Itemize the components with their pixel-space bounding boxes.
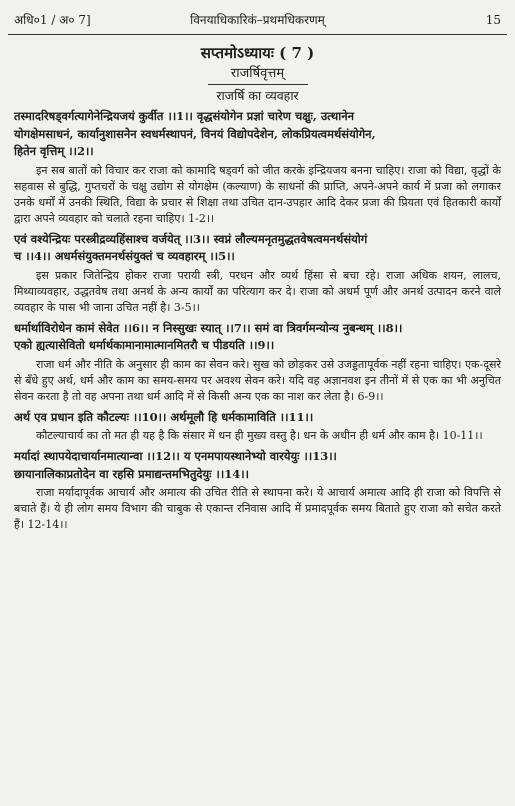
- verse-line: हितेन वृत्तिम् ।।2।।: [14, 144, 94, 158]
- verse-line: च ।।4।। अधर्मसंयुक्तमनर्थसंयुक्तं च व्यवहारम् ।।5।।: [14, 249, 235, 263]
- running-header: [8, 8, 507, 35]
- hindi-translation: [14, 428, 501, 444]
- translation-text: राजा धर्म और नीति के अनुसार ही काम का सेवन करे। सुख को छोड़कर उसे उजड्डतापूर्वक नहीं रहना चाहिए। एक-दूसरे से बँधे हुए अर्थ, धर्म और काम का समय-समय पर अवश्य सेवन करे। यदि वह अज्ञानवश इन तीनों में से एक का भी अनुचित सेवन करता है तो वह अपना तथा धर्म आदि में से किसी अन्य एक का नाश कर लेता है। 6-9।।: [14, 357, 501, 403]
- translation-text: इस प्रकार जितेन्द्रिय होकर राजा परायी स्त्री, परधन और व्यर्थ हिंसा से बचा रहे। राजा अधिक शयन, लालच, मिथ्याव्यवहार, उद्धतवेष तथा अनर्थ के अन्य कार्यों का परित्याग कर दे। राजा को अधर्म पूर्ण और अनर्थ उत्पादन करने वाले व्यवहार के पास भी जाना उचित नहीं है। 3-5।।: [14, 268, 501, 314]
- running-title: विनयाधिकारिकं–प्रथमधिकरणम्: [190, 13, 325, 27]
- sanskrit-verse: [14, 320, 501, 355]
- hindi-translation: [14, 268, 501, 316]
- page-number: 15: [485, 13, 501, 27]
- sanskrit-verse: [14, 231, 501, 266]
- hindi-translation: [14, 357, 501, 405]
- verse-line: तस्मादरिषड्वर्गत्यागेनेन्द्रियजयं कुर्वीत ।।1।। वृद्धसंयोगेन प्रज्ञां चारेण चक्षुः, उत्थानेन: [14, 109, 355, 123]
- verse-line: अर्थ एव प्रधान इति कौटल्यः ।।10।। अर्थमूलौ हि धर्मकामाविति ।।11।।: [14, 409, 314, 424]
- verse-line: एको ह्यत्यासेवितो धर्मार्थकामानामात्मानमितरौ च पीडयति ।।9।।: [14, 338, 275, 352]
- sanskrit-verse: [14, 409, 501, 427]
- verse-line: छायानालिकाप्रतोदेन वा रहसि प्रमाद्यन्तमभितुदेयुः ।।14।।: [14, 466, 249, 481]
- chapter-reference: अधि०1 / अ० 7]: [14, 13, 91, 27]
- hindi-translation: [14, 163, 501, 227]
- hindi-translation: [14, 485, 501, 533]
- verse-line: एवं वश्येन्द्रियः परस्त्रीद्रव्यहिंसाश्च वर्जयेत् ।।3।। स्वप्नं लौल्यमनृतमुद्धतवेषत्वमनर्थसंयोगं: [14, 231, 368, 246]
- section-subtitle: राजर्षि का व्यवहार: [216, 88, 299, 103]
- sanskrit-verse: [14, 448, 501, 483]
- section-title: राजर्षिवृत्तम्: [230, 66, 285, 81]
- verse-line: योगक्षेमसाधनं, कार्यानुशासनेन स्वधर्मस्थापनं, विनयं विद्योपदेशेन, लोकप्रियत्वमर्थसंयोगेन,: [14, 126, 376, 141]
- sanskrit-verse: [14, 108, 501, 161]
- verse-line: धर्मार्थाविरोधेन कामं सेवेत ।।6।। न निस्सुखः स्यात् ।।7।। समं वा त्रिवर्गमन्योन्य नुबन्धम् ।।8।।: [14, 320, 403, 335]
- translation-text: कौटल्याचार्य का तो मत ही यह है कि संसार में धन ही मुख्य वस्तु है। धन के अधीन ही धर्म और काम है। 10-11।।: [36, 429, 483, 442]
- translation-text: इन सब बातों को विचार कर राजा को कामादि षड्वर्ग को जीत करके इन्द्रियजय बनना चाहिए। राजा को विद्या, वृद्धों के सहवास से बुद्धि, गुप्तचरों के चक्षु उद्योग से योगक्षेम (कल्याण) के साधनों की प्राप्ति, अपने-अपने कार्य में प्रजा को लगाकर उनके धर्मों में उनकी स्थिति, विद्या के प्रचार से शिक्षा तथा उचित दान-उपहार आदि देकर प्रजा की प्रियता एवं हितकारी कार्यों द्वारा अपने व्यवहार को चलाते रहना चाहिए। 1-2।।: [14, 163, 501, 225]
- document-page: [8, 8, 507, 800]
- chapter-title: सप्तमोऽध्यायः ( 7 ): [200, 44, 315, 62]
- text-body: [8, 108, 507, 533]
- translation-text: राजा मर्यादापूर्वक आचार्य और अमात्य की उचित रीति से स्थापना करे। ये आचार्य अमात्य आदि ही राजा को विपत्ति से बचाते हैं। ये ही लोग समय विभाग की चाबुक से एकान्त रनिवास आदि में प्रमादपूर्वक समय बिताते हुए राजा को सचेत करते हैं। 12-14।।: [14, 486, 501, 531]
- title-divider: [208, 84, 308, 85]
- verse-line: मर्यादां स्थापयेदाचार्यानमात्यान्वा ।।12।। य एनमपायस्थानेभ्यो वारयेयुः ।।13।।: [14, 449, 337, 463]
